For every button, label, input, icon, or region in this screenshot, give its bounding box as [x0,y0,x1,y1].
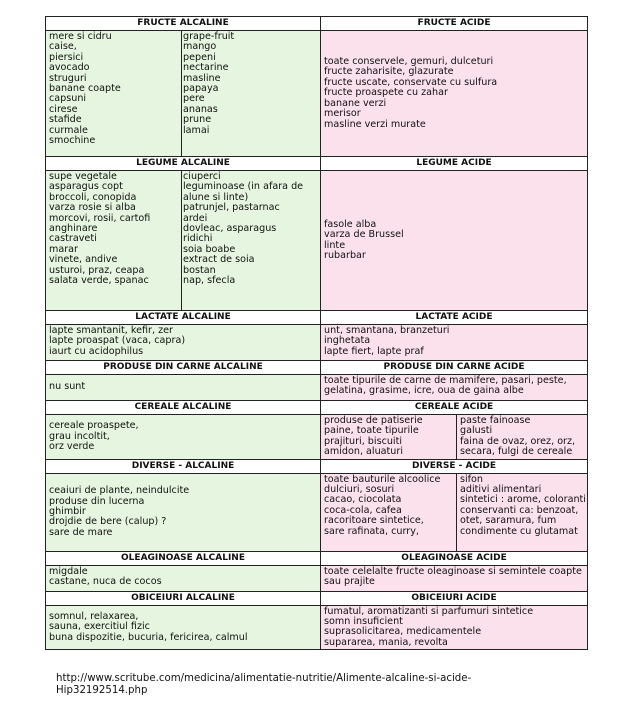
acid-foods-list [321,171,588,311]
section-header-row [46,459,588,473]
alkaline-food-item: drojdie de bere (calup) ? [49,516,167,528]
acid-food-item: banane verzi [324,97,387,109]
alkaline-food-item: dovleac, asparagus [183,223,277,235]
alkaline-food-item: ghimbir [49,505,86,517]
alkaline-food-item: nap, sfecla [183,275,236,287]
alkaline-food-item: pepeni [183,51,216,63]
section-header-row [46,17,588,31]
alkaline-food-item: supe vegetale [49,171,117,182]
alkaline-foods-list [46,565,321,591]
acid-food-item: varza de Brussel [324,229,404,241]
acid-food-item: aditivi alimentari [460,484,542,496]
acid-food-item: fructe proaspete cu zahar [324,87,448,99]
alkaline-section-title: FRUCTE ALCALINE [46,17,321,31]
acid-section-title: FRUCTE ACIDE [321,17,588,31]
alkaline-food-item: piersici [49,51,84,63]
alkaline-section-title: LEGUME ALCALINE [46,157,321,171]
acid-section-title: LACTATE ACIDE [321,311,588,325]
acid-section-title: OLEAGINOASE ACIDE [321,551,588,565]
section-content-row [46,415,588,460]
alkaline-food-item: ananas [183,103,218,115]
alkaline-food-item: produse din lucerna [49,495,145,507]
acid-food-item: sau prajite [324,576,375,588]
alkaline-food-item: somnul, relaxarea, [49,610,139,622]
acid-food-item: somn insuficient [324,616,403,628]
food-acidity-table [45,16,588,650]
alkaline-food-item: caise, [49,41,77,53]
acid-food-item: sare rafinata, curry, [324,525,419,537]
section-content-row [46,375,588,401]
acid-food-item: paste fainoase [460,415,531,426]
acid-food-item: fumatul, aromatizanti si parfumuri sintetice [324,605,534,617]
alkaline-foods-list [46,375,321,401]
acid-food-item: fasole alba [324,218,377,230]
alkaline-food-item: nectarine [183,62,229,74]
alkaline-food-item: asparagus copt [49,181,123,193]
acid-food-item: racoritoare sintetice, [324,515,424,527]
acid-food-item: coca-cola, cafea [324,504,402,516]
alkaline-food-item: orz verde [49,441,95,453]
acid-foods-list [321,605,588,650]
section-header-row [46,401,588,415]
alkaline-foods-list [46,473,321,551]
acid-foods-column-2 [457,415,588,460]
acid-food-item: toate conservele, gemuri, dulceturi [324,56,494,68]
alkaline-food-item: ardei [183,212,208,224]
alkaline-food-item: stafide [49,114,82,126]
section-header-row [46,361,588,375]
acid-food-item: prajituri, biscuiti [324,435,403,447]
alkaline-food-item: ceaiuri de plante, neindulcite [49,485,190,497]
source-url-line-1[interactable]: http://www.scritube.com/medicina/alimentatie-nutritie/Alimente-alcaline-si-acide- [56,673,472,684]
alkaline-food-item: ridichi [183,233,213,245]
section-content-row [46,473,588,551]
alkaline-section-title: OLEAGINOASE ALCALINE [46,551,321,565]
alkaline-food-item: sauna, exercitiul fizic [49,621,150,633]
acid-section-title: DIVERSE - ACIDE [321,459,588,473]
alkaline-food-item: extract de soia [183,254,255,266]
acid-foods-list [321,31,588,157]
section-content-row [46,31,588,157]
alkaline-food-item: iaurt cu acidophilus [49,345,144,357]
alkaline-foods-column-2 [182,171,321,311]
alkaline-food-item: sare de mare [49,526,113,538]
acid-foods-list [321,565,588,591]
alkaline-food-item: anghinare [49,223,98,235]
alkaline-section-title: LACTATE ALCALINE [46,311,321,325]
acid-food-item: dulciuri, sosuri [324,484,395,496]
alkaline-food-item: pere [183,93,205,105]
alkaline-food-item: bostan [183,264,216,276]
acid-foods-list [321,325,588,361]
alkaline-food-item: curmale [49,124,88,136]
acid-food-item: cacao, ciocolata [324,494,402,506]
alkaline-food-item: buna dispozitie, bucuria, fericirea, calmul [49,631,248,643]
acid-food-item: condimente cu glutamat [460,525,578,537]
source-url-line-2[interactable]: Hip32192514.php [56,684,148,696]
alkaline-food-item: lamai [183,124,210,136]
acid-section-title: PRODUSE DIN CARNE ACIDE [321,361,588,375]
acid-food-item: paine, toate tipurile [324,425,419,437]
alkaline-food-item: smochine [49,135,96,147]
acid-food-item: galusti [460,425,493,437]
acid-food-item: masline verzi murate [324,118,426,130]
section-content-row [46,325,588,361]
acid-food-item: merisor [324,108,361,120]
section-header-row [46,311,588,325]
alkaline-foods-column-1 [46,31,182,157]
alkaline-food-item: prune [183,114,212,126]
acid-food-item: unt, smantana, branzeturi [324,325,450,336]
acid-food-item: lapte fiert, lapte praf [324,345,424,357]
alkaline-food-item: lapte smantanit, kefir, zer [49,325,173,336]
acid-food-item: otet, saramura, fum [460,515,557,527]
alkaline-foods-column-1 [46,171,182,311]
acid-food-item: inghetata [324,335,371,347]
alkaline-food-item: usturoi, praz, ceapa [49,264,145,276]
alkaline-food-item: patrunjel, pastarnac [183,202,280,214]
alkaline-foods-list [46,325,321,361]
alkaline-foods-column-2 [182,31,321,157]
acid-food-item: faina de ovaz, orez, orz, [460,435,576,447]
acid-food-item: gelatina, grasime, icre, oua de gaina albe [324,385,524,397]
acid-food-item: conservanti ca: benzoat, [460,504,579,516]
alkaline-food-item: grau incoltit, [49,430,110,442]
alkaline-food-item: masline [183,72,221,84]
alkaline-food-item: castraveti [49,233,97,245]
section-content-row [46,171,588,311]
section-header-row [46,591,588,605]
acid-food-item: secara, fulgi de cereale [460,446,573,458]
alkaline-food-item: castane, nuca de cocos [49,576,162,588]
acid-food-item: fructe uscate, conservate cu sulfura [324,76,498,88]
acid-foods-list [321,375,588,401]
acid-food-item: supararea, mania, revolta [324,636,448,648]
acid-foods-column-1 [321,415,457,460]
alkaline-food-item: grape-fruit [183,31,235,42]
alkaline-food-item: ciuperci [183,171,221,182]
acid-food-item: sintetici : arome, coloranti [460,494,586,506]
alkaline-food-item: banane coapte [49,83,121,95]
acid-food-item: toate bauturile alcoolice [324,473,441,485]
section-content-row [46,605,588,650]
acid-food-item: suprasolicitarea, medicamentele [324,626,482,638]
alkaline-food-item: alune si linte) [183,191,249,203]
alkaline-food-item: nu sunt [49,381,86,393]
section-header-row [46,157,588,171]
alkaline-food-item: salata verde, spanac [49,275,149,287]
alkaline-section-title: OBICEIURI ALCALINE [46,591,321,605]
alkaline-section-title: CEREALE ALCALINE [46,401,321,415]
alkaline-foods-list [46,415,321,460]
acid-food-item: produse de patiserie [324,415,423,426]
alkaline-food-item: morcovi, rosii, cartofi [49,212,151,224]
alkaline-food-item: papaya [183,83,219,95]
alkaline-section-title: PRODUSE DIN CARNE ALCALINE [46,361,321,375]
alkaline-food-item: vinete, andive [49,254,118,266]
alkaline-food-item: varza rosie si alba [49,202,136,214]
acid-food-item: fructe zaharisite, glazurate [324,66,454,78]
section-header-row [46,551,588,565]
alkaline-food-item: mango [183,41,217,53]
acid-food-item: sifon [460,473,484,485]
acid-foods-column-2 [457,473,588,551]
section-content-row [46,565,588,591]
alkaline-food-item: struguri [49,72,87,84]
acid-section-title: LEGUME ACIDE [321,157,588,171]
alkaline-food-item: avocado [49,62,90,74]
acid-section-title: CEREALE ACIDE [321,401,588,415]
acid-food-item: amidon, aluaturi [324,446,404,458]
acid-foods-column-1 [321,473,457,551]
alkaline-food-item: marar [49,243,78,255]
alkaline-food-item: migdale [49,565,88,577]
alkaline-food-item: lapte proaspat (vaca, capra) [49,335,186,347]
alkaline-food-item: broccoli, conopida [49,191,137,203]
alkaline-food-item: cirese [49,103,78,115]
alkaline-section-title: DIVERSE - ALCALINE [46,459,321,473]
acid-food-item: rubarbar [324,249,366,261]
alkaline-food-item: capsuni [49,93,87,105]
alkaline-food-item: cereale proaspete, [49,420,139,432]
acid-section-title: OBICEIURI ACIDE [321,591,588,605]
alkaline-food-item: soia boabe [183,243,236,255]
acid-food-item: toate tipurile de carne de mamifere, pasari, peste, [324,375,567,386]
acid-food-item: linte [324,239,346,251]
alkaline-food-item: leguminoase (in afara de [183,181,304,193]
source-link[interactable] [56,673,471,696]
alkaline-foods-list [46,605,321,650]
acid-food-item: toate celelalte fructe oleaginoase si semintele coapte [324,565,582,577]
alkaline-food-item: mere si cidru [49,31,112,42]
